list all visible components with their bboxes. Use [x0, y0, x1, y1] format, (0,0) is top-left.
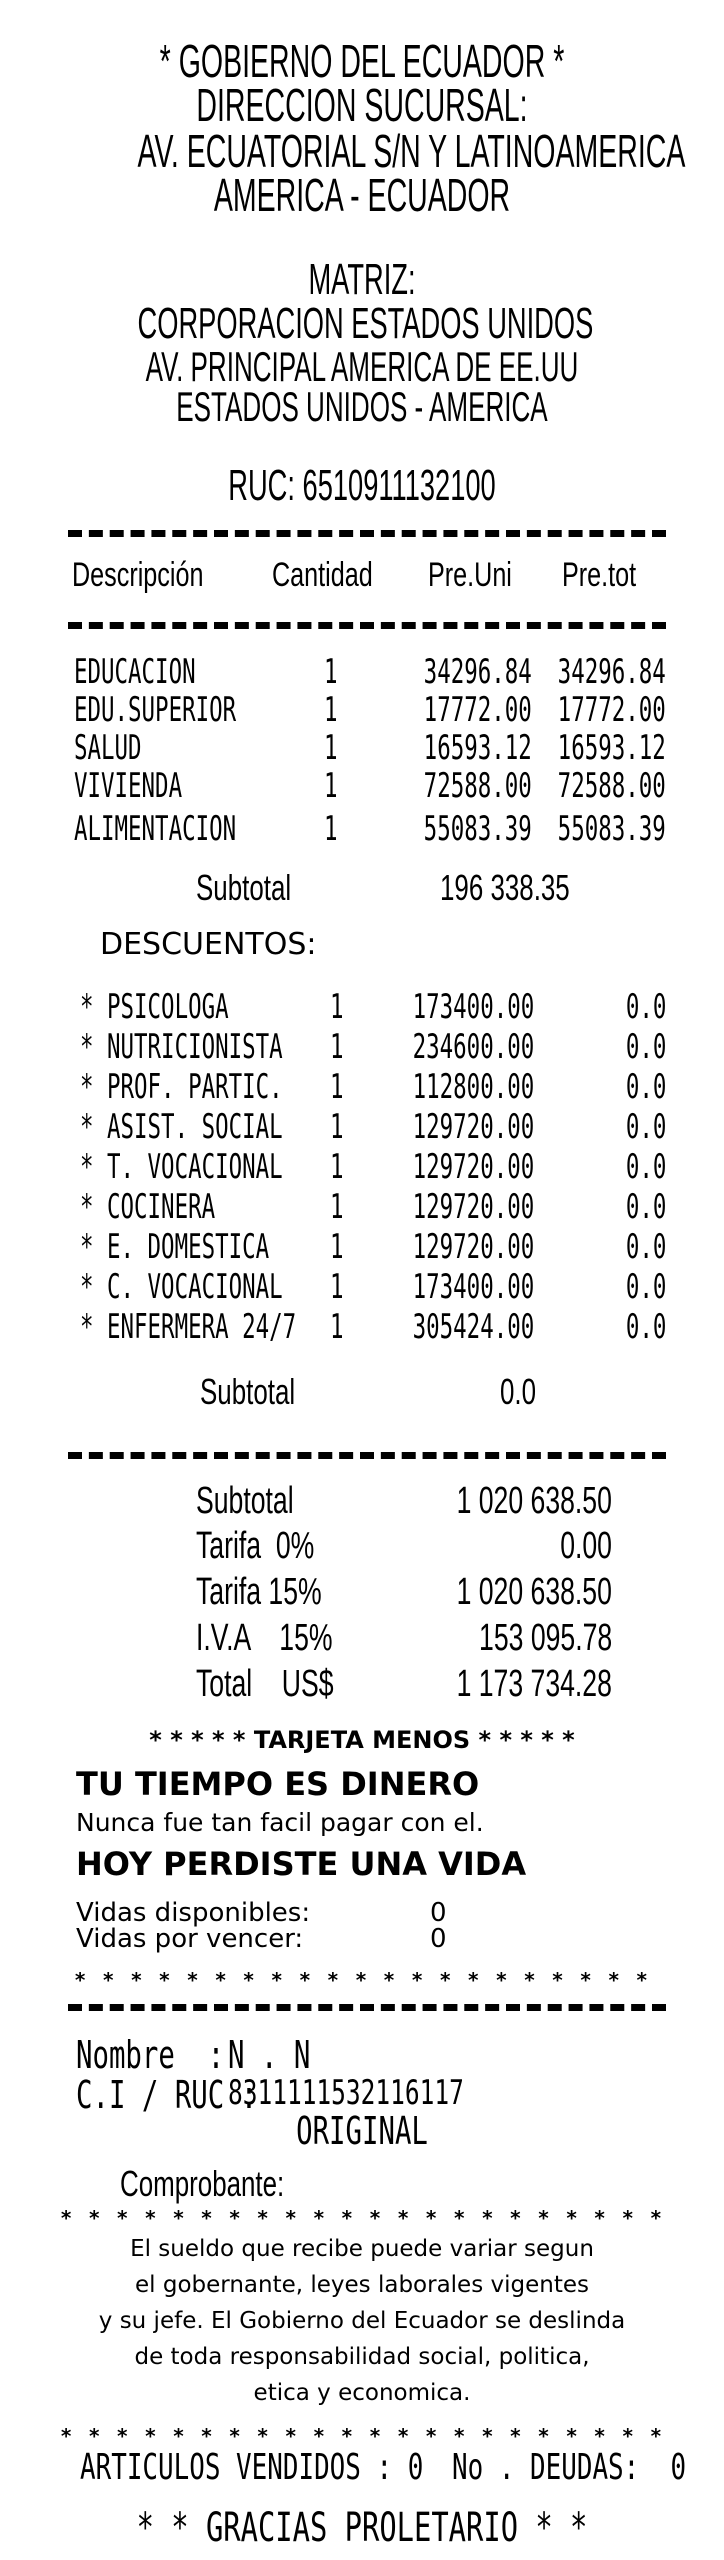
discount-description: * E. DOMESTICA [80, 1227, 270, 1267]
discount-total-price: 0.0 [625, 1067, 666, 1107]
card-subslogan: Nunca fue tan facil pagar con el. [76, 1808, 484, 1837]
items-subtotal-value: 196 338.35 [440, 867, 570, 908]
card-banner: * * * * * TARJETA MENOS * * * * * [149, 1726, 575, 1754]
iva-label: I.V.A 15% [196, 1617, 333, 1659]
item-quantity: 1 [324, 809, 338, 849]
discounts-subtotal-label: Subtotal [200, 1371, 296, 1412]
item-unit-price: 34296.84 [423, 652, 532, 692]
item-description: EDU.SUPERIOR [74, 690, 237, 730]
discount-quantity: 1 [330, 1067, 344, 1107]
divider [68, 2004, 666, 2011]
total-label: Total US$ [196, 1663, 334, 1705]
item-total-price: 55083.39 [557, 809, 666, 849]
disclaimer-line-2: el gobernante, leyes laborales vigentes [135, 2272, 589, 2298]
discount-total-price: 0.0 [625, 1187, 666, 1227]
comprobante-label: Comprobante: [120, 2163, 285, 2204]
discount-unit-price: 305424.00 [412, 1307, 534, 1347]
item-quantity: 1 [324, 652, 338, 692]
divider [68, 622, 666, 629]
discount-unit-price: 129720.00 [412, 1227, 534, 1267]
discount-description: * PROF. PARTIC. [80, 1067, 283, 1107]
header-line-avenida: AV. ECUATORIAL S/N Y LATINOAMERICA [137, 125, 686, 177]
item-unit-price: 72588.00 [423, 766, 532, 806]
discount-unit-price: 173400.00 [412, 1267, 534, 1307]
discount-unit-price: 173400.00 [412, 987, 534, 1027]
card-slogan: TU TIEMPO ES DINERO [76, 1765, 480, 1803]
discount-description: * T. VOCACIONAL [80, 1147, 283, 1187]
discounts-heading: DESCUENTOS: [100, 927, 317, 962]
nombre-value: N . N [228, 2033, 311, 2077]
item-total-price: 16593.12 [557, 728, 666, 768]
item-description: SALUD [74, 728, 142, 768]
tarifa-15-label: Tarifa 15% [196, 1571, 322, 1613]
discount-description: * ENFERMERA 24/7 [80, 1307, 297, 1347]
item-total-price: 72588.00 [557, 766, 666, 806]
tarifa-15-value: 1 020 638.50 [456, 1571, 612, 1613]
discount-unit-price: 129720.00 [412, 1147, 534, 1187]
disclaimer-line-1: El sueldo que recibe puede variar segun [130, 2236, 594, 2262]
ruc-number: RUC: 6510911132100 [228, 461, 496, 510]
thanks-message: * * GRACIAS PROLETARIO * * [136, 2505, 588, 2551]
discount-quantity: 1 [330, 1227, 344, 1267]
nombre-label: Nombre : [76, 2033, 225, 2077]
discount-description: * C. VOCACIONAL [80, 1267, 283, 1307]
discounts-subtotal-value: 0.0 [500, 1371, 537, 1412]
card-lost-life: HOY PERDISTE UNA VIDA [76, 1845, 527, 1883]
item-total-price: 34296.84 [557, 652, 666, 692]
discount-quantity: 1 [330, 1027, 344, 1067]
discount-unit-price: 129720.00 [412, 1107, 534, 1147]
discount-total-price: 0.0 [625, 1147, 666, 1187]
discount-description: * COCINERA [80, 1187, 216, 1227]
tarifa-0-value: 0.00 [560, 1525, 612, 1567]
disclaimer-stars-top: * * * * * * * * * * * * * * * * * * * * * * [60, 2206, 664, 2230]
discount-total-price: 0.0 [625, 1027, 666, 1067]
disclaimer-line-5: etica y economica. [253, 2380, 471, 2406]
divider [68, 530, 666, 537]
totals-subtotal-label: Subtotal [196, 1480, 294, 1522]
discount-unit-price: 234600.00 [412, 1027, 534, 1067]
vidas-por-vencer-value: 0 [430, 1924, 447, 1954]
vidas-disponibles-label: Vidas disponibles: [76, 1898, 311, 1928]
item-quantity: 1 [324, 690, 338, 730]
vidas-disponibles-value: 0 [430, 1898, 447, 1928]
ci-ruc-label: C.I / RUC : [76, 2073, 258, 2117]
item-unit-price: 16593.12 [423, 728, 532, 768]
discount-quantity: 1 [330, 1307, 344, 1347]
matriz-line-avenida: AV. PRINCIPAL AMERICA DE EE.UU [145, 343, 579, 390]
col-header-descripcion: Descripción [72, 556, 204, 594]
discount-quantity: 1 [330, 1187, 344, 1227]
discount-total-price: 0.0 [625, 987, 666, 1027]
iva-value: 153 095.78 [478, 1617, 612, 1659]
header-line-pais: AMERICA - ECUADOR [213, 169, 511, 221]
col-header-cantidad: Cantidad [272, 556, 373, 594]
discount-total-price: 0.0 [625, 1107, 666, 1147]
discount-unit-price: 112800.00 [412, 1067, 534, 1107]
discount-quantity: 1 [330, 1267, 344, 1307]
item-description: EDUCACION [74, 652, 196, 692]
item-description: VIVIENDA [74, 766, 183, 806]
item-total-price: 17772.00 [557, 690, 666, 730]
original-label: ORIGINAL [296, 2109, 428, 2153]
item-description: ALIMENTACION [74, 809, 237, 849]
matriz-label: MATRIZ: [308, 255, 416, 304]
tarifa-0-label: Tarifa 0% [196, 1525, 315, 1567]
items-subtotal-label: Subtotal [196, 867, 292, 908]
discount-description: * ASIST. SOCIAL [80, 1107, 283, 1147]
numero-deudas: No . DEUDAS: 0 [452, 2447, 687, 2488]
totals-subtotal-value: 1 020 638.50 [456, 1480, 612, 1522]
ci-ruc-value: 8311111532116117 [228, 2073, 464, 2113]
header-line-direccion: DIRECCION SUCURSAL: [196, 79, 528, 131]
col-header-pre-tot: Pre.tot [562, 556, 637, 594]
discount-total-price: 0.0 [625, 1227, 666, 1267]
discount-description: * NUTRICIONISTA [80, 1027, 283, 1067]
item-unit-price: 55083.39 [423, 809, 532, 849]
item-quantity: 1 [324, 766, 338, 806]
card-stars: * * * * * * * * * * * * * * * * * * * * * [74, 1968, 650, 1992]
articulos-vendidos: ARTICULOS VENDIDOS : 0 [80, 2447, 424, 2488]
disclaimer-stars-bottom: * * * * * * * * * * * * * * * * * * * * * * [60, 2424, 664, 2448]
discount-quantity: 1 [330, 987, 344, 1027]
disclaimer-line-4: de toda responsabilidad social, politica, [134, 2344, 590, 2370]
disclaimer-line-3: y su jefe. El Gobierno del Ecuador se deslinda [98, 2308, 626, 2334]
discount-unit-price: 129720.00 [412, 1187, 534, 1227]
item-unit-price: 17772.00 [423, 690, 532, 730]
discount-total-price: 0.0 [625, 1307, 666, 1347]
discount-quantity: 1 [330, 1107, 344, 1147]
col-header-pre-uni: Pre.Uni [428, 556, 512, 594]
discount-total-price: 0.0 [625, 1267, 666, 1307]
discount-description: * PSICOLOGA [80, 987, 229, 1027]
header-line-gobierno: * GOBIERNO DEL ECUADOR * [159, 35, 565, 87]
discount-quantity: 1 [330, 1147, 344, 1187]
divider [68, 1452, 666, 1459]
matriz-line-corporacion: CORPORACION ESTADOS UNIDOS [137, 299, 594, 348]
total-value: 1 173 734.28 [456, 1663, 612, 1705]
matriz-line-pais: ESTADOS UNIDOS - AMERICA [176, 383, 548, 430]
item-quantity: 1 [324, 728, 338, 768]
vidas-por-vencer-label: Vidas por vencer: [76, 1924, 304, 1954]
